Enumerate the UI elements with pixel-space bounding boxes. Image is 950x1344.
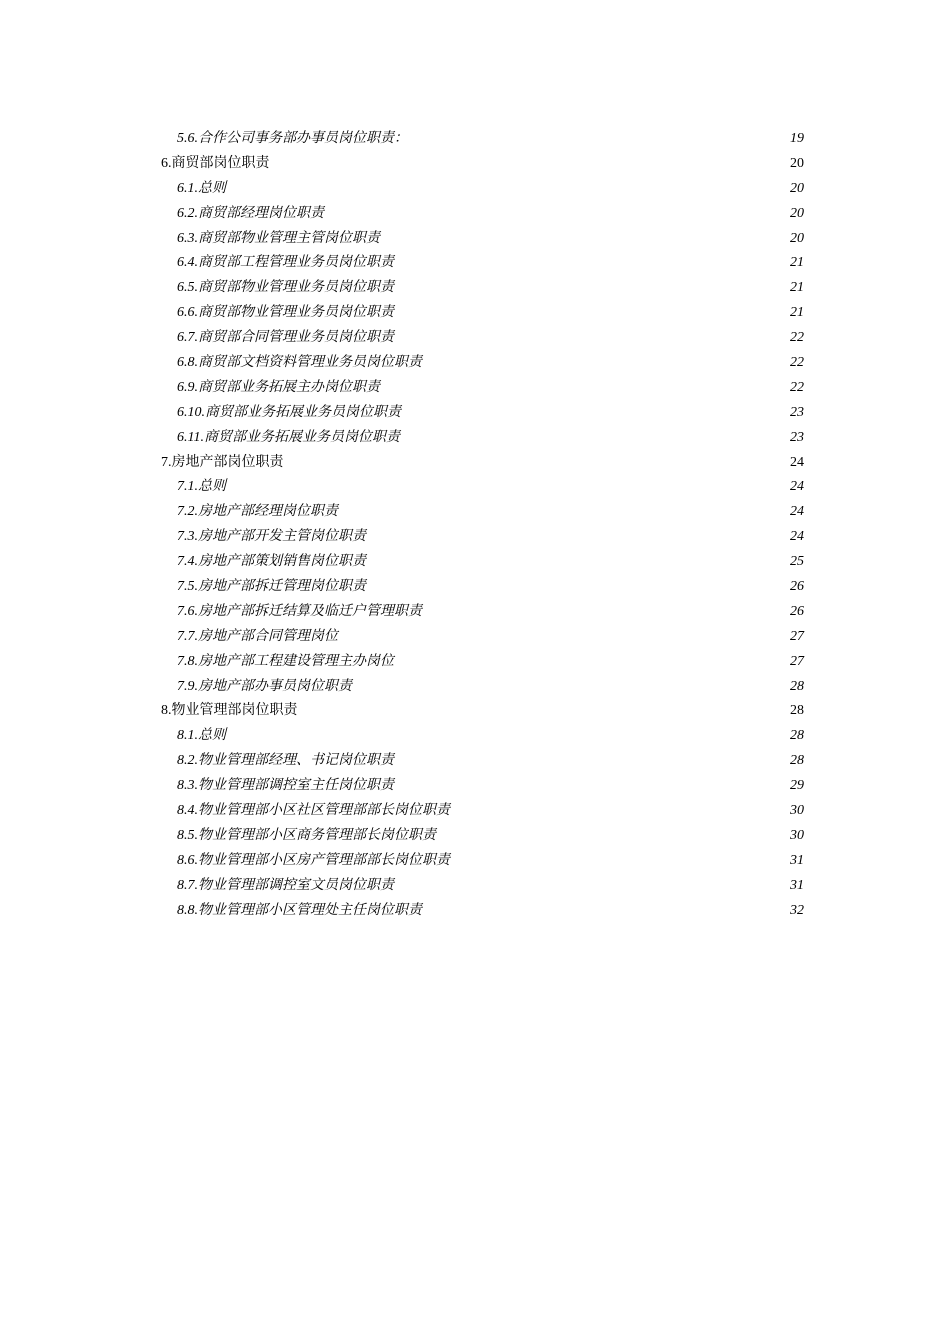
toc-entry-title: 7.1.总则: [177, 479, 226, 495]
toc-entry-title: 6.6.商贸部物业管理业务员岗位职责: [177, 305, 394, 321]
toc-entry-title: 8.1.总则: [177, 728, 226, 744]
toc-page-number: 28: [790, 728, 804, 744]
toc-subsection-entry[interactable]: [161, 351, 804, 376]
toc-section-entry[interactable]: [161, 152, 804, 177]
toc-subsection-entry[interactable]: [161, 899, 804, 924]
toc-subsection-entry[interactable]: [161, 276, 804, 301]
toc-page-number: 22: [790, 355, 804, 371]
toc-entry-title: 6.9.商贸部业务拓展主办岗位职责: [177, 379, 380, 395]
toc-entry-title: 8.6.物业管理部小区房产管理部部长岗位职责: [177, 852, 450, 868]
toc-subsection-entry[interactable]: [161, 724, 804, 749]
toc-subsection-entry[interactable]: [161, 177, 804, 202]
toc-page-number: 24: [790, 454, 804, 470]
toc-page-number: 30: [790, 827, 804, 843]
toc-page-number: 19: [790, 131, 804, 146]
toc-page-number: 28: [790, 678, 804, 694]
toc-subsection-entry[interactable]: [161, 675, 804, 700]
toc-subsection-entry[interactable]: [161, 650, 804, 675]
toc-subsection-entry[interactable]: [161, 127, 804, 152]
toc-page-number: 24: [790, 479, 804, 495]
toc-page-number: 28: [790, 703, 804, 719]
toc-subsection-entry[interactable]: [161, 774, 804, 799]
toc-page-number: 31: [790, 877, 804, 893]
toc-subsection-entry[interactable]: [161, 301, 804, 326]
toc-subsection-entry[interactable]: [161, 575, 804, 600]
toc-page-number: 20: [790, 155, 804, 171]
toc-entry-title: 6.3.商贸部物业管理主管岗位职责: [177, 230, 380, 246]
toc-page-number: 27: [790, 628, 804, 644]
toc-page-number: 20: [790, 230, 804, 246]
toc-subsection-entry[interactable]: [161, 849, 804, 874]
toc-entry-title: 6.5.商贸部物业管理业务员岗位职责: [177, 280, 394, 296]
toc-entry-title: 8.3.物业管理部调控室主任岗位职责: [177, 778, 394, 794]
toc-subsection-entry[interactable]: [161, 525, 804, 550]
toc-page-number: 20: [790, 205, 804, 221]
toc-entry-title: 8.4.物业管理部小区社区管理部部长岗位职责: [177, 803, 450, 819]
toc-subsection-entry[interactable]: [161, 326, 804, 351]
toc-page-number: 27: [790, 653, 804, 669]
toc-entry-title: 6.11.商贸部业务拓展业务员岗位职责: [177, 429, 400, 445]
toc-page-number: 28: [790, 753, 804, 769]
toc-subsection-entry[interactable]: [161, 600, 804, 625]
toc-page-number: 30: [790, 803, 804, 819]
toc-entry-title: 7.2.房地产部经理岗位职责: [177, 504, 338, 520]
toc-subsection-entry[interactable]: [161, 426, 804, 451]
toc-subsection-entry[interactable]: [161, 376, 804, 401]
toc-page-number: 24: [790, 529, 804, 545]
toc-subsection-entry[interactable]: [161, 475, 804, 500]
toc-entry-title: 6.2.商贸部经理岗位职责: [177, 205, 324, 221]
toc-entry-title: 7.5.房地产部拆迁管理岗位职责: [177, 579, 366, 595]
toc-subsection-entry[interactable]: [161, 824, 804, 849]
toc-page-number: 21: [790, 305, 804, 321]
toc-entry-title: 7.8.房地产部工程建设管理主办岗位: [177, 653, 394, 669]
toc-page-number: 22: [790, 379, 804, 395]
toc-entry-title: 7.4.房地产部策划销售岗位职责: [177, 554, 366, 570]
toc-page-number: 29: [790, 778, 804, 794]
toc-entry-title: 8.物业管理部岗位职责: [161, 703, 298, 719]
toc-section-entry[interactable]: [161, 451, 804, 476]
toc-entry-title: 6.10.商贸部业务拓展业务员岗位职责: [177, 404, 401, 420]
table-of-contents: [161, 127, 804, 924]
toc-entry-title: 7.9.房地产部办事员岗位职责: [177, 678, 352, 694]
toc-page-number: 24: [790, 504, 804, 520]
toc-entry-title: 6.商贸部岗位职责: [161, 155, 270, 171]
toc-page-number: 21: [790, 280, 804, 296]
toc-entry-title: 6.4.商贸部工程管理业务员岗位职责: [177, 255, 394, 271]
toc-subsection-entry[interactable]: [161, 251, 804, 276]
toc-entry-title: 7.6.房地产部拆迁结算及临迁户管理职责: [177, 603, 422, 619]
toc-entry-title: 8.5.物业管理部小区商务管理部长岗位职责: [177, 827, 436, 843]
toc-subsection-entry[interactable]: [161, 401, 804, 426]
toc-subsection-entry[interactable]: [161, 202, 804, 227]
toc-page-number: 26: [790, 579, 804, 595]
toc-page-number: 21: [790, 255, 804, 271]
toc-page-number: 32: [790, 902, 804, 918]
toc-entry-title: 8.8.物业管理部小区管理处主任岗位职责: [177, 902, 422, 918]
toc-page-number: 26: [790, 603, 804, 619]
toc-section-entry[interactable]: [161, 699, 804, 724]
toc-page-number: 22: [790, 330, 804, 346]
toc-entry-title: 6.1.总则: [177, 180, 226, 196]
toc-page-number: 20: [790, 180, 804, 196]
toc-subsection-entry[interactable]: [161, 625, 804, 650]
toc-page-number: 31: [790, 852, 804, 868]
toc-subsection-entry[interactable]: [161, 874, 804, 899]
toc-entry-title: 8.2.物业管理部经理、书记岗位职责: [177, 753, 394, 769]
toc-entry-title: 6.8.商贸部文档资料管理业务员岗位职责: [177, 355, 422, 371]
toc-page-number: 23: [790, 404, 804, 420]
toc-subsection-entry[interactable]: [161, 500, 804, 525]
toc-entry-title: 7.房地产部岗位职责: [161, 454, 284, 470]
toc-page-number: 25: [790, 554, 804, 570]
toc-entry-title: 7.3.房地产部开发主管岗位职责: [177, 529, 366, 545]
toc-entry-title: 6.7.商贸部合同管理业务员岗位职责: [177, 330, 394, 346]
toc-entry-title: 7.7.房地产部合同管理岗位: [177, 628, 338, 644]
toc-entry-title: 8.7.物业管理部调控室文员岗位职责: [177, 877, 394, 893]
toc-subsection-entry[interactable]: [161, 749, 804, 774]
toc-subsection-entry[interactable]: [161, 227, 804, 252]
toc-subsection-entry[interactable]: [161, 550, 804, 575]
toc-entry-title: 5.6.合作公司事务部办事员岗位职责：: [177, 131, 408, 146]
toc-subsection-entry[interactable]: [161, 799, 804, 824]
toc-page-number: 23: [790, 429, 804, 445]
